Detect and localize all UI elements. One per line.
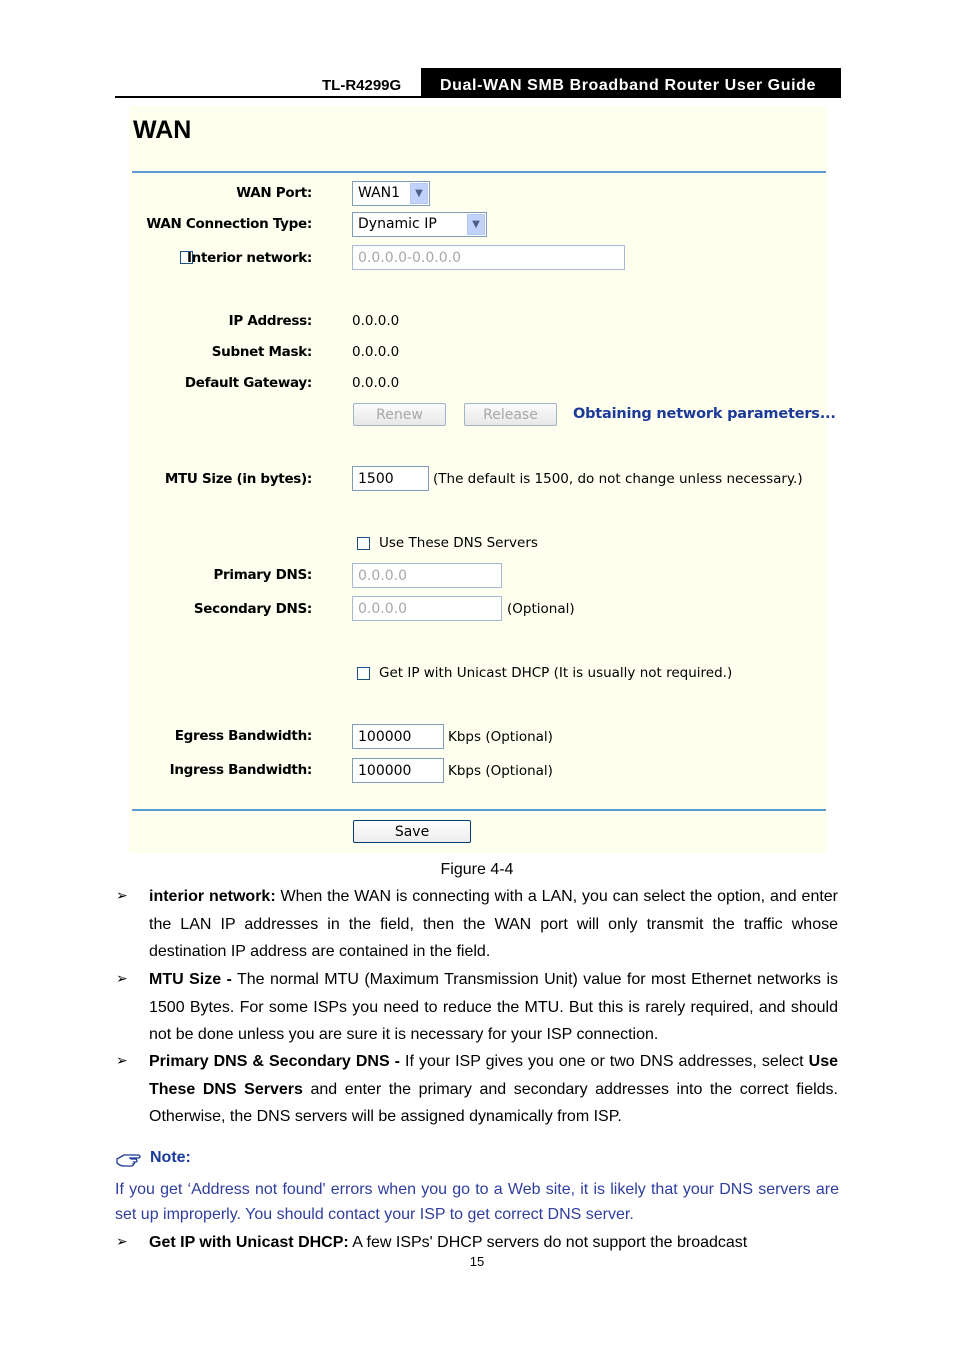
subnet-mask-label: Subnet Mask: xyxy=(211,344,312,360)
ip-address-label: IP Address: xyxy=(228,313,312,329)
release-button[interactable]: Release xyxy=(464,403,557,426)
interior-network-input[interactable]: 0.0.0.0-0.0.0.0 xyxy=(352,245,625,270)
doc-model: TL-R4299G xyxy=(322,77,402,94)
connection-type-select[interactable] xyxy=(352,212,487,237)
egress-input[interactable]: 100000 xyxy=(352,724,444,749)
page-number: 15 xyxy=(469,1254,485,1269)
note-text: If you get ‘Address not found' errors when you go to a Web site, it is likely that your DNS servers are set up improperly. You should contact your ISP to get correct DNS server. xyxy=(115,1181,839,1223)
bullet-arrow-icon: ➢ xyxy=(116,1233,128,1249)
save-button[interactable]: Save xyxy=(353,820,471,843)
primary-dns-input[interactable]: 0.0.0.0 xyxy=(352,563,502,588)
bullet-term: Get IP with Unicast DHCP: xyxy=(149,1234,349,1251)
bullet-interior-network xyxy=(149,883,838,966)
default-gateway-value: 0.0.0.0 xyxy=(352,375,400,391)
wan-config-screenshot xyxy=(129,106,836,853)
pointing-hand-icon xyxy=(116,1149,142,1167)
bullet-text: When the WAN is connecting with a LAN, you can select the option, and enter the LAN IP addresses in the field, then the WAN port will only transmit the traffic whose destination IP address are contained in the field. xyxy=(149,888,839,960)
wan-port-select[interactable] xyxy=(352,181,430,206)
note-title: Note: xyxy=(150,1149,191,1166)
bullet-term: MTU Size - xyxy=(149,971,232,988)
chevron-down-icon[interactable]: ▼ xyxy=(467,214,485,235)
interior-network-label: Interior network: xyxy=(186,250,312,266)
doc-guide-title: Dual-WAN SMB Broadband Router User Guide xyxy=(421,68,841,98)
bullet-arrow-icon: ➢ xyxy=(116,887,128,903)
bottom-divider xyxy=(132,809,826,811)
bullet-term: Primary DNS & Secondary DNS - xyxy=(149,1053,400,1070)
use-dns-checkbox[interactable] xyxy=(357,537,370,550)
connection-type-value: Dynamic IP xyxy=(358,216,437,232)
bullet-dns xyxy=(149,1048,838,1131)
ingress-input[interactable]: 100000 xyxy=(352,758,444,783)
bullet-unicast-dhcp xyxy=(149,1229,838,1257)
unicast-dhcp-label: Get IP with Unicast DHCP (It is usually not required.) xyxy=(379,665,733,681)
bullet-text: If your ISP gives you one or two DNS addresses, select xyxy=(400,1053,809,1070)
secondary-dns-input[interactable]: 0.0.0.0 xyxy=(352,596,502,621)
connection-status: Obtaining network parameters... xyxy=(573,406,836,422)
subnet-mask-value: 0.0.0.0 xyxy=(352,344,400,360)
ingress-hint: Kbps (Optional) xyxy=(448,763,553,779)
header-rule xyxy=(115,96,841,98)
bullet-term: interior network: xyxy=(149,888,276,905)
mtu-hint: (The default is 1500, do not change unless necessary.) xyxy=(433,471,803,487)
renew-button[interactable]: Renew xyxy=(353,403,446,426)
egress-hint: Kbps (Optional) xyxy=(448,729,553,745)
default-gateway-label: Default Gateway: xyxy=(184,375,312,391)
bullet-arrow-icon: ➢ xyxy=(116,1052,128,1068)
secondary-dns-label: Secondary DNS: xyxy=(193,601,312,617)
secondary-dns-hint: (Optional) xyxy=(507,601,575,617)
egress-label: Egress Bandwidth: xyxy=(174,728,312,744)
panel-title: WAN xyxy=(133,116,192,144)
unicast-dhcp-checkbox[interactable] xyxy=(357,667,370,680)
ip-address-value: 0.0.0.0 xyxy=(352,313,400,329)
connection-type-label: WAN Connection Type: xyxy=(146,216,312,232)
top-divider xyxy=(132,171,826,173)
chevron-down-icon[interactable]: ▼ xyxy=(410,183,428,204)
use-dns-label: Use These DNS Servers xyxy=(379,535,538,551)
mtu-label: MTU Size (in bytes): xyxy=(164,471,312,487)
figure-caption: Figure 4-4 xyxy=(440,861,514,878)
primary-dns-label: Primary DNS: xyxy=(213,567,312,583)
bullet-text: and enter the primary and secondary addresses into the correct fields. Otherwise, the DNS servers will be assigned dynamically from ISP. xyxy=(149,1080,838,1125)
wan-port-label: WAN Port: xyxy=(236,185,312,201)
bullet-mtu-size xyxy=(149,966,838,1049)
bullet-term: Use These DNS Servers xyxy=(149,1053,839,1098)
bullet-text: A few ISPs' DHCP servers do not support the broadcast xyxy=(348,1234,748,1251)
bullet-arrow-icon: ➢ xyxy=(116,970,128,986)
bullet-text: The normal MTU (Maximum Transmission Unit) value for most Ethernet networks is 1500 Bytes. For some ISPs you need to reduce the MTU. But this is rarely required, and should not be done unless you are sure it is necessary for your ISP connection. xyxy=(149,971,838,1043)
mtu-input[interactable]: 1500 xyxy=(352,466,429,491)
wan-port-value: WAN1 xyxy=(358,185,401,201)
ingress-label: Ingress Bandwidth: xyxy=(169,762,312,778)
